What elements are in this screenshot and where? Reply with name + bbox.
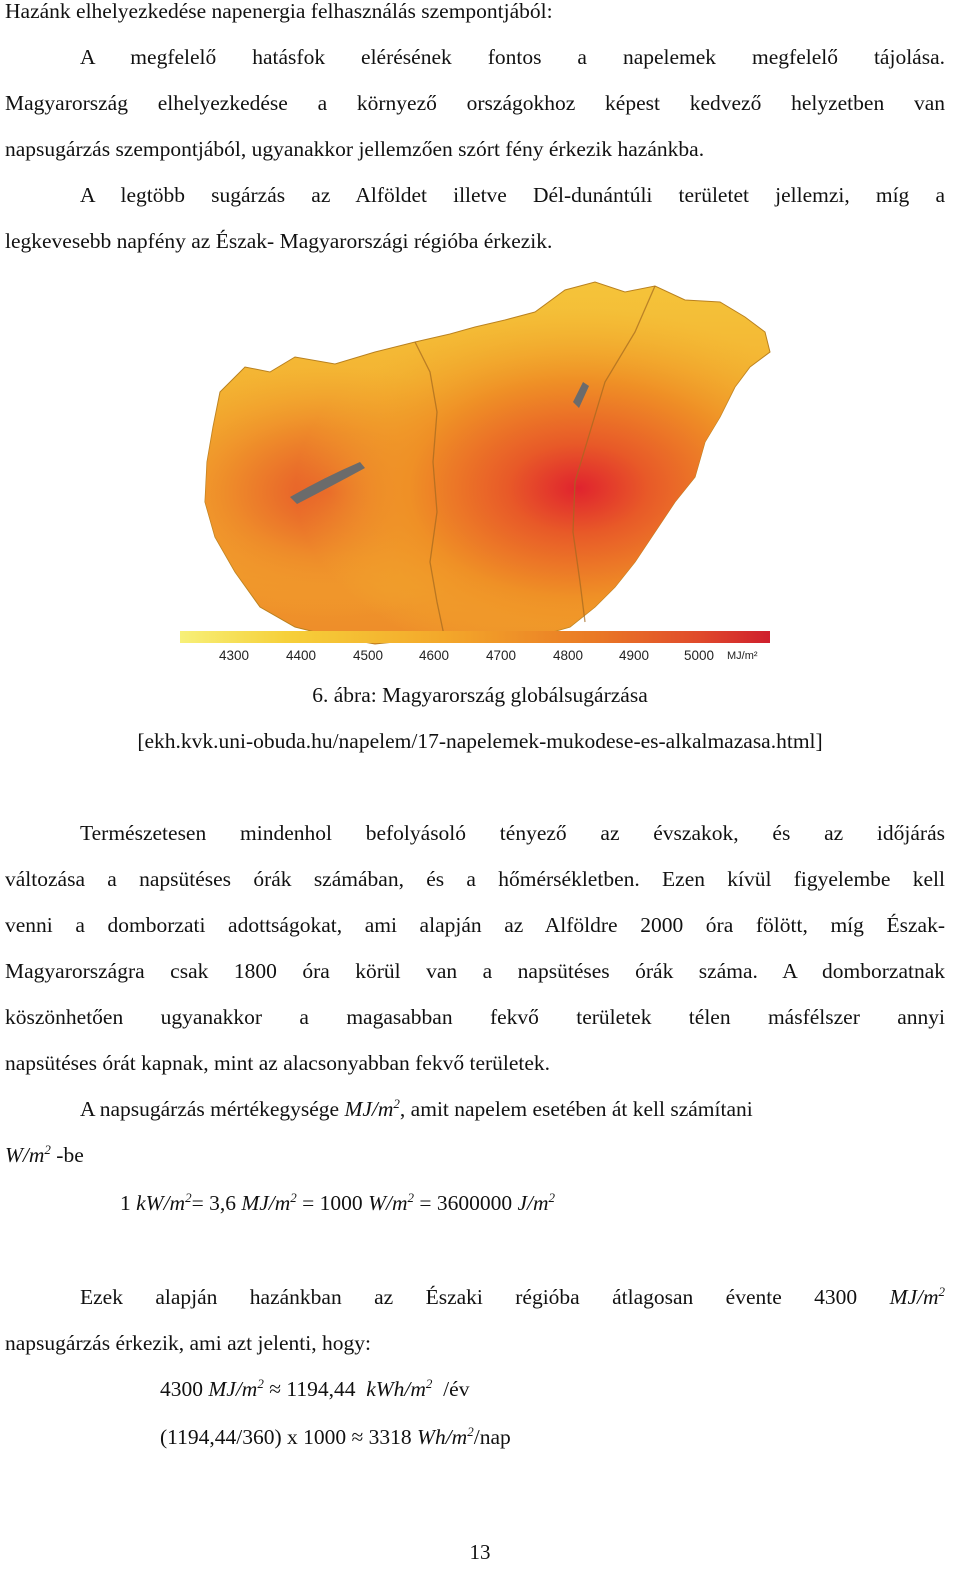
legend-tick: 5000 [684, 648, 715, 663]
legend-tick: 4700 [486, 648, 517, 663]
calculation-line-2: (1194,44/360) x 1000 ≈ 3318 $Wh/m^2$/nap [160, 1423, 511, 1449]
paragraph-1-line-1: A megfelelő hatásfok elérésének fontos a napelemek megfelelő tájolása. [80, 45, 945, 69]
paragraph-3-line-3: venni a domborzati adottságokat, ami alapján az Alföldre 2000 óra fölött, míg Észak- [5, 913, 945, 937]
paragraph-4-line-1: A napsugárzás mértékegysége $MJ/m^2$, amit napelem esetében át kell számítani [80, 1095, 753, 1121]
paragraph-3-line-4: Magyarországra csak 1800 óra körül van a napsütéses órák száma. A domborzatnak [5, 959, 945, 983]
legend-tick: 4800 [553, 648, 584, 663]
paragraph-3-line-1: Természetesen mindenhol befolyásoló tényező az évszakok, és az időjárás [80, 821, 945, 845]
hungary-radiation-map [175, 272, 780, 672]
paragraph-4-line-2: $W/m^2$ -be [5, 1141, 84, 1167]
paragraph-3-line-2: változása a napsütéses órák számában, és a hőmérsékletben. Ezen kívül figyelembe kell [5, 867, 945, 891]
paragraph-5-line-1: Ezek alapján hazánkban az Északi régióba átlagosan évente 4300 $MJ/m^2$ [80, 1283, 946, 1309]
legend-tick: 4900 [619, 648, 650, 663]
paragraph-1-line-3: napsugárzás szempontjából, ugyanakkor jellemzően szórt fény érkezik hazánkba. [5, 137, 705, 161]
calculation-line-1: 4300 $MJ/m^2 \approx 1194,44$ kWh/$m^2$ /év [160, 1375, 470, 1401]
paragraph-3-line-5: köszönhetően ugyanakkor a magasabban fekvő területek télen másfélszer annyi [5, 1005, 945, 1029]
paragraph-1-line-2: Magyarország elhelyezkedése a környező országokhoz képest kedvező helyzetben van [5, 91, 945, 115]
figure-source: [ekh.kvk.uni-obuda.hu/napelem/17-napelemek-mukodese-es-alkalmazasa.html] [137, 729, 823, 753]
figure-caption: 6. ábra: Magyarország globálsugárzása [312, 683, 648, 707]
conversion-equation: 1 $kW/m^2= 3,6$ $MJ/m^2 = 1000$ $W/m^2 = 3600000$ $J/m^2$ [120, 1189, 556, 1215]
unit-w-per-m2: $W/m^2$ [5, 1141, 51, 1167]
section-heading: Hazánk elhelyezkedése napenergia felhasználás szempontjából: [5, 0, 553, 23]
paragraph-2-line-2: legkevesebb napfény az Észak- Magyarországi régióba érkezik. [5, 229, 553, 253]
unit-mj-per-m2: $MJ/m^2$ [344, 1095, 400, 1121]
paragraph-3-line-6: napsütéses órát kapnak, mint az alacsonyabban fekvő területek. [5, 1051, 551, 1075]
legend-tick: 4400 [286, 648, 317, 663]
legend-unit: MJ/m² [727, 650, 758, 662]
legend-tick: 4600 [419, 648, 450, 663]
paragraph-5-line-2: napsugárzás érkezik, ami azt jelenti, hogy: [5, 1331, 371, 1355]
legend-color-bar [180, 631, 770, 643]
legend-tick: 4300 [219, 648, 250, 663]
page-number: 13 [469, 1540, 491, 1564]
legend-tick: 4500 [353, 648, 384, 663]
paragraph-2-line-1: A legtöbb sugárzás az Alföldet illetve Dél-dunántúli területet jellemzi, míg a [80, 183, 945, 207]
